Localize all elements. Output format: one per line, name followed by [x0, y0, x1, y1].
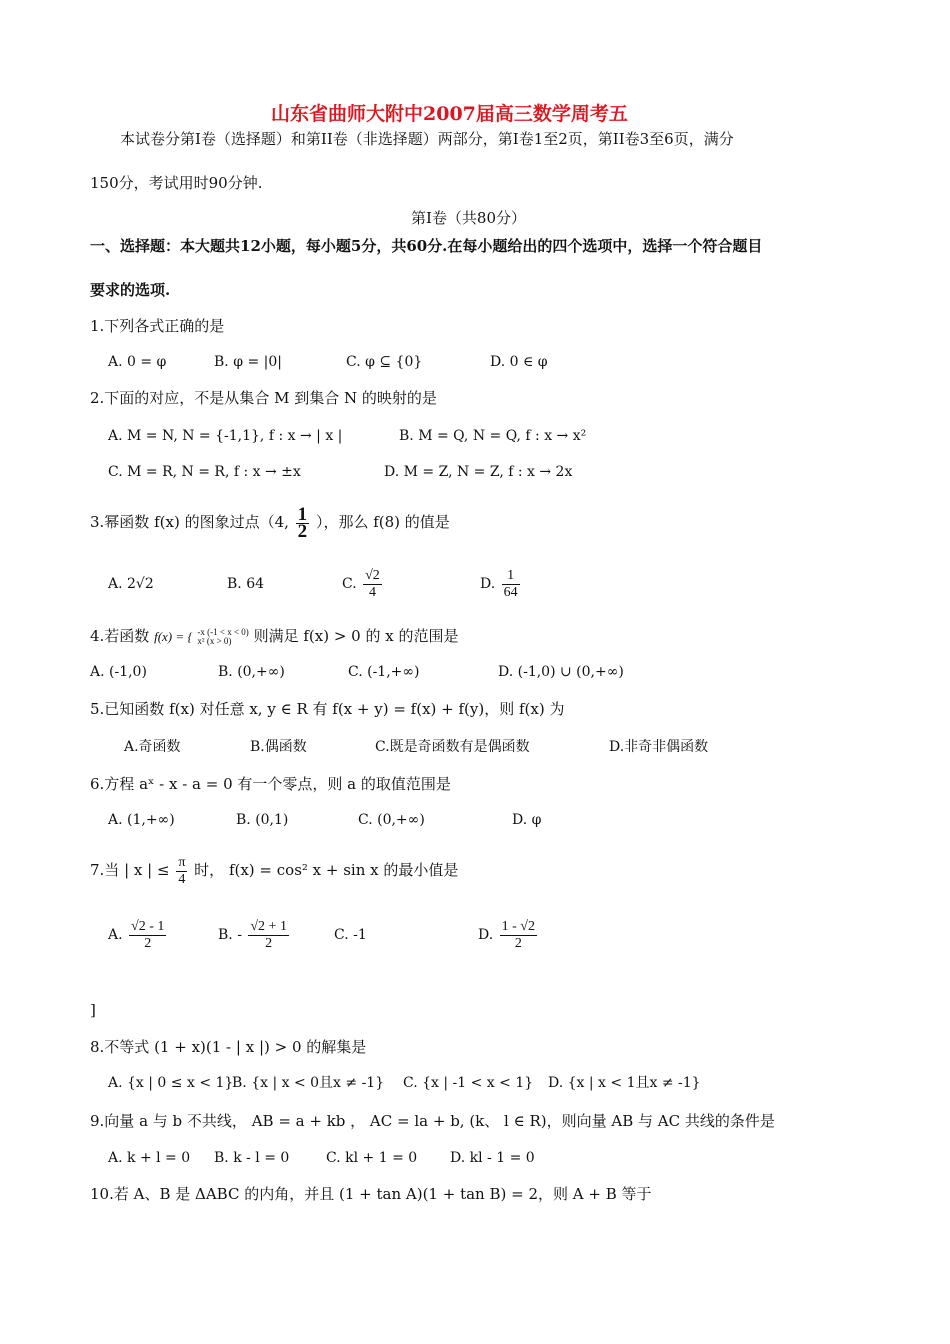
question-8-option-c: C. {x | -1 < x < 1}	[403, 1075, 534, 1091]
question-8-option-b: B. {x | x < 0且x ≠ -1}	[232, 1075, 385, 1091]
question-7-stem-suffix: 时， f(x) = cos² x + sin x 的最小值是	[194, 861, 459, 879]
question-7-option-a-numerator: √2 - 1	[131, 918, 165, 934]
question-1-option-b: B. φ = |0|	[214, 354, 282, 370]
question-10-stem: 10.若 A、B 是 ΔABC 的内角，并且 (1 + tan A)(1 + tan B) = 2，则 A + B 等于	[90, 1185, 652, 1203]
question-4-option-c: C. (-1,+∞)	[348, 664, 420, 680]
question-9-option-a: A. k + l = 0	[108, 1150, 191, 1166]
question-4-piecewise	[197, 628, 248, 646]
question-7-option-d-numerator: 1 - √2	[501, 918, 535, 934]
question-6-option-c: C. (0,+∞)	[358, 812, 425, 828]
exam-title: 山东省曲师大附中2007届高三数学周考五	[271, 103, 628, 125]
question-3-stem	[90, 503, 450, 542]
question-3-option-c-fraction	[363, 568, 382, 601]
question-8-option-a: A. {x | 0 ≤ x < 1}	[108, 1075, 234, 1091]
question-9-option-c: C. kl + 1 = 0	[326, 1150, 418, 1166]
intro-line-2: 150分，考试用时90分钟.	[90, 174, 263, 192]
question-7-option-a-fraction	[129, 919, 166, 952]
question-7-option-b-fraction	[248, 919, 289, 952]
question-1-stem: 1.下列各式正确的是	[90, 317, 225, 335]
question-3-option-d	[480, 564, 522, 604]
question-7-option-d	[478, 915, 539, 955]
question-5-option-b: B.偶函数	[250, 739, 307, 755]
question-7-option-b	[218, 915, 291, 955]
section-1-instructions-b: 要求的选项.	[90, 281, 171, 299]
question-3-option-d-denominator: 64	[503, 584, 518, 600]
question-1-option-d: D. 0 ∈ φ	[490, 354, 548, 370]
question-1-option-c: C. φ ⊆ {0}	[346, 354, 423, 370]
question-7-bound-fraction	[176, 855, 187, 888]
question-7-option-d-fraction	[500, 919, 537, 952]
stray-bracket: ]	[90, 1001, 96, 1019]
question-3-option-d-fraction	[502, 568, 520, 601]
question-4-piece-2: x² (x > 0)	[197, 636, 232, 646]
question-8-stem: 8.不等式 (1 + x)(1 - | x |) > 0 的解集是	[90, 1038, 367, 1056]
question-3-option-d-numerator: 1	[502, 568, 520, 585]
question-4-option-b: B. (0,+∞)	[218, 664, 285, 680]
question-7-stem-prefix: 7.当 | x | ≤	[90, 861, 170, 879]
question-4-piece-1: -x (-1 < x < 0)	[197, 627, 249, 637]
question-1-option-a: A. 0 = φ	[108, 354, 167, 370]
question-3-option-d-label: D.	[480, 576, 496, 592]
question-5-stem: 5.已知函数 f(x) 对任意 x, y ∈ R 有 f(x + y) = f(x) + f(y)，则 f(x) 为	[90, 700, 565, 718]
question-2-option-a: A. M = N, N = {-1,1}, f : x → | x |	[108, 428, 343, 444]
question-6-stem: 6.方程 aˣ - x - a = 0 有一个零点，则 a 的取值范围是	[90, 775, 451, 793]
question-9-stem: 9.向量 a 与 b 不共线， AB = a + kb ， AC = la + b, (k、 l ∈ R)，则向量 AB 与 AC 共线的条件是	[90, 1112, 775, 1130]
question-7-option-b-label: B. -	[218, 927, 242, 943]
question-7-option-d-denominator: 2	[514, 935, 522, 951]
question-9-option-b: B. k - l = 0	[214, 1150, 290, 1166]
question-4-stem-suffix: 则满足 f(x) > 0 的 x 的范围是	[253, 627, 459, 645]
part-1-heading: 第I卷（共80分）	[411, 209, 527, 227]
question-5-option-c: C.既是奇函数有是偶函数	[375, 739, 530, 755]
intro-line-1: 本试卷分第I卷（选择题）和第II卷（非选择题）两部分，第I卷1至2页，第II卷3至6页，满分	[120, 130, 734, 148]
question-9-option-d: D. kl - 1 = 0	[450, 1150, 535, 1166]
question-7-stem	[90, 852, 458, 888]
question-4-option-a: A. (-1,0)	[90, 664, 147, 680]
question-2-option-c: C. M = R, N = R, f : x → ±x	[108, 464, 301, 480]
question-4-function-name: f(x) = {	[154, 629, 193, 644]
question-7-option-b-numerator: √2 + 1	[250, 918, 287, 934]
question-3-option-c-numerator: √2	[365, 567, 380, 583]
question-5-option-d: D.非奇非偶函数	[609, 739, 709, 755]
question-7-option-d-label: D.	[478, 927, 494, 943]
question-3-option-a: A. 2√2	[108, 576, 154, 592]
question-3-option-c	[342, 564, 384, 604]
question-3-point-denominator: 2	[297, 520, 308, 542]
question-3-point-numerator: 1	[297, 503, 308, 525]
question-6-option-a: A. (1,+∞)	[108, 812, 175, 828]
question-3-stem-prefix: 3.幂函数 f(x) 的图象过点（4,	[90, 513, 289, 531]
question-7-option-b-denominator: 2	[265, 935, 273, 951]
question-3-option-b: B. 64	[227, 576, 265, 592]
question-8-option-d: D. {x | x < 1且x ≠ -1}	[548, 1075, 701, 1091]
question-4-stem	[90, 626, 458, 647]
question-3-point-fraction	[296, 503, 310, 542]
question-4-stem-prefix: 4.若函数	[90, 627, 150, 645]
question-2-option-d: D. M = Z, N = Z, f : x → 2x	[384, 464, 573, 480]
question-6-option-b: B. (0,1)	[236, 812, 289, 828]
question-7-bound-denominator: 4	[178, 871, 186, 887]
question-7-option-a-label: A.	[108, 927, 123, 943]
question-7-option-a	[108, 915, 168, 955]
question-3-option-c-label: C.	[342, 576, 357, 592]
section-1-instructions-a: 一、选择题：本大题共12小题，每小题5分，共60分.在每小题给出的四个选项中，选择一个符合题目	[90, 237, 763, 255]
question-4-option-d: D. (-1,0) ∪ (0,+∞)	[498, 664, 624, 680]
question-3-option-c-denominator: 4	[368, 584, 376, 600]
question-5-option-a: A.奇函数	[124, 739, 181, 755]
question-7-option-a-denominator: 2	[144, 935, 152, 951]
question-6-option-d: D. φ	[512, 812, 542, 828]
question-2-stem: 2.下面的对应，不是从集合 M 到集合 N 的映射的是	[90, 389, 437, 407]
question-2-option-b: B. M = Q, N = Q, f : x → x²	[399, 428, 587, 444]
question-7-bound-numerator: π	[178, 854, 186, 870]
question-3-stem-suffix: ），那么 f(8) 的值是	[315, 513, 450, 531]
question-7-option-c: C. -1	[334, 927, 367, 943]
